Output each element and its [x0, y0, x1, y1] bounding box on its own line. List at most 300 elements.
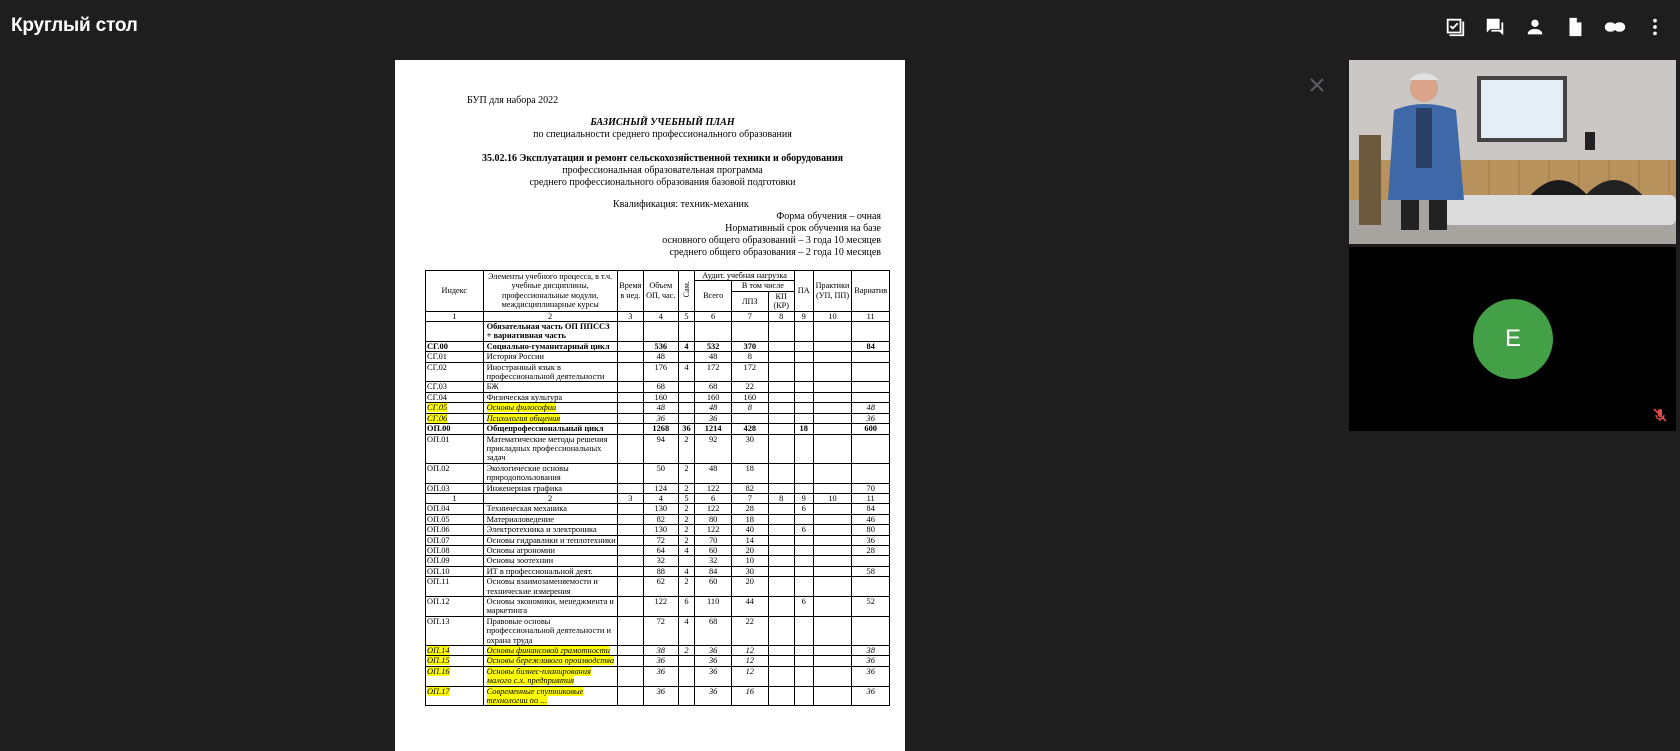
row-index [426, 616, 484, 645]
row-total: 32 [695, 556, 732, 566]
row-pa [794, 463, 813, 483]
row-total: 122 [695, 483, 732, 493]
row-kp [768, 403, 794, 413]
meeting-title: Круглый стол [11, 15, 138, 36]
row-self: 2 [678, 434, 695, 463]
row-var [852, 434, 890, 463]
table-row [426, 535, 890, 545]
row-kp [768, 352, 794, 362]
column-number-cell: 7 [731, 493, 768, 503]
row-var: 48 [852, 403, 890, 413]
row-volume: 36 [644, 666, 679, 686]
row-var: 600 [852, 424, 890, 434]
row-name-text: История России [486, 352, 544, 362]
row-lpz: 22 [731, 382, 768, 392]
row-weeks [617, 616, 643, 645]
row-volume: 536 [644, 341, 679, 351]
row-self: 6 [678, 597, 695, 617]
row-index [426, 525, 484, 535]
curriculum-table [425, 270, 890, 706]
table-row [426, 666, 890, 686]
col-self: Сам. [678, 271, 695, 312]
row-name-text: Современные спутниковые технологии по ... [486, 686, 584, 706]
row-name [483, 656, 617, 666]
column-number-cell: 4 [644, 311, 679, 321]
row-self: 36 [678, 424, 695, 434]
column-number-cell: 2 [483, 493, 617, 503]
row-weeks [617, 403, 643, 413]
column-number-cell: 11 [852, 311, 890, 321]
row-pa [794, 341, 813, 351]
row-index [426, 686, 484, 706]
row-self [678, 352, 695, 362]
row-index [426, 382, 484, 392]
row-weeks [617, 566, 643, 576]
row-index-text: СГ.00 [427, 341, 448, 351]
row-index-text: ОП.07 [427, 535, 450, 545]
row-var [852, 382, 890, 392]
row-name [483, 413, 617, 423]
row-volume: 160 [644, 392, 679, 402]
row-index-text: СГ.02 [427, 362, 447, 372]
row-weeks [617, 413, 643, 423]
row-index [426, 597, 484, 617]
row-name [483, 616, 617, 645]
row-lpz: 40 [731, 525, 768, 535]
row-weeks [617, 322, 643, 342]
row-index-text: ОП.11 [427, 577, 450, 587]
row-volume: 176 [644, 362, 679, 382]
col-elements: Элементы учебного процесса, в т.ч. учебные дисциплины, профессиональные модули, междисциплинарные курсы [483, 271, 617, 312]
row-volume: 62 [644, 577, 679, 597]
row-total: 36 [695, 686, 732, 706]
row-practice [813, 525, 852, 535]
row-var: 38 [852, 646, 890, 656]
row-volume: 32 [644, 556, 679, 566]
row-total: 532 [695, 341, 732, 351]
table-row [426, 382, 890, 392]
row-total: 60 [695, 545, 732, 555]
row-var [852, 463, 890, 483]
table-row [426, 403, 890, 413]
table-row [426, 566, 890, 576]
row-var: 36 [852, 413, 890, 423]
row-lpz: 370 [731, 341, 768, 351]
row-name [483, 525, 617, 535]
row-pa [794, 566, 813, 576]
checklist-icon[interactable] [1444, 16, 1466, 38]
row-practice [813, 483, 852, 493]
row-lpz: 14 [731, 535, 768, 545]
row-total: 68 [695, 382, 732, 392]
row-volume: 64 [644, 545, 679, 555]
row-name-text: Математические методы решения прикладных профессиональных задач [486, 434, 608, 463]
doc-specialty: 35.02.16 Эксплуатация и ремонт сельскохозяйственной техники и оборудования [481, 153, 844, 164]
row-index-text: ОП.05 [427, 514, 450, 524]
row-name-text: Основы экономики, менеджмента и маркетинга [486, 597, 614, 616]
row-lpz: 30 [731, 434, 768, 463]
chat-icon[interactable] [1484, 16, 1506, 38]
row-total: 48 [695, 352, 732, 362]
more-vert-icon[interactable] [1644, 16, 1666, 38]
row-pa [794, 413, 813, 423]
column-number-cell: 10 [813, 493, 852, 503]
row-index [426, 577, 484, 597]
row-pa [794, 535, 813, 545]
column-number-cell: 5 [678, 493, 695, 503]
row-name [483, 646, 617, 656]
col-aud: Аудит. учебная нагрузка [695, 271, 794, 281]
row-pa [794, 646, 813, 656]
row-self: 4 [678, 545, 695, 555]
row-index [426, 392, 484, 402]
row-index [426, 656, 484, 666]
row-self: 4 [678, 341, 695, 351]
row-practice [813, 646, 852, 656]
row-index [426, 352, 484, 362]
row-var: 46 [852, 514, 890, 524]
row-practice [813, 656, 852, 666]
participant-avatar: E [1473, 299, 1553, 379]
row-lpz: 28 [731, 504, 768, 514]
row-index-text: ОП.06 [427, 525, 450, 535]
row-weeks [617, 392, 643, 402]
row-total: 68 [695, 616, 732, 645]
row-total: 70 [695, 535, 732, 545]
column-number-cell: 2 [483, 311, 617, 321]
people-icon[interactable] [1524, 16, 1546, 38]
row-kp [768, 434, 794, 463]
row-name-text: Обязательная часть ОП ППССЗ + вариативная часть [486, 322, 610, 341]
row-index-text: СГ.01 [427, 352, 447, 362]
row-kp [768, 463, 794, 483]
row-index-text: ОП.15 [427, 656, 450, 666]
row-self [678, 666, 695, 686]
row-index-text: СГ.06 [427, 413, 448, 423]
row-self: 2 [678, 646, 695, 656]
row-lpz: 18 [731, 463, 768, 483]
column-number-cell: 1 [426, 311, 484, 321]
row-name [483, 341, 617, 351]
row-pa: 18 [794, 424, 813, 434]
row-volume: 36 [644, 686, 679, 706]
row-practice [813, 504, 852, 514]
row-index-text: ОП.16 [427, 666, 450, 676]
row-volume: 122 [644, 597, 679, 617]
row-var: 36 [852, 535, 890, 545]
row-name-text: Физическая культура [486, 392, 563, 402]
row-kp [768, 362, 794, 382]
row-weeks [617, 656, 643, 666]
row-index [426, 545, 484, 555]
row-total: 160 [695, 392, 732, 402]
row-total: 172 [695, 362, 732, 382]
row-total: 36 [695, 666, 732, 686]
row-practice [813, 616, 852, 645]
row-volume: 48 [644, 352, 679, 362]
row-name [483, 666, 617, 686]
row-lpz: 160 [731, 392, 768, 402]
row-self: 2 [678, 463, 695, 483]
row-self: 4 [678, 616, 695, 645]
doc-qualification: Квалификация: техник-механик [613, 199, 749, 210]
link-icon[interactable] [1604, 16, 1626, 38]
row-name [483, 403, 617, 413]
row-var [852, 616, 890, 645]
row-lpz: 12 [731, 666, 768, 686]
video-tile-speaker[interactable] [1349, 60, 1676, 244]
row-volume: 38 [644, 646, 679, 656]
row-volume: 48 [644, 403, 679, 413]
row-volume: 1268 [644, 424, 679, 434]
row-total: 36 [695, 656, 732, 666]
column-number-cell: 7 [731, 311, 768, 321]
row-weeks [617, 382, 643, 392]
row-var [852, 556, 890, 566]
row-practice [813, 392, 852, 402]
row-weeks [617, 362, 643, 382]
col-index: Индекс [426, 271, 484, 312]
row-pa [794, 514, 813, 524]
row-practice [813, 666, 852, 686]
row-weeks [617, 577, 643, 597]
table-row [426, 362, 890, 382]
row-weeks [617, 424, 643, 434]
row-var: 80 [852, 525, 890, 535]
row-volume: 82 [644, 514, 679, 524]
table-row [426, 352, 890, 362]
row-practice [813, 362, 852, 382]
col-volume: Объем ОП, час. [644, 271, 679, 312]
row-name-text: ИТ в профессиональной деят. [486, 566, 593, 576]
row-name [483, 322, 617, 342]
row-name-text: Общепрофессиональный цикл [486, 424, 604, 434]
column-number-cell: 10 [813, 311, 852, 321]
row-self: 4 [678, 362, 695, 382]
row-volume: 88 [644, 566, 679, 576]
row-index [426, 424, 484, 434]
row-weeks [617, 597, 643, 617]
row-pa [794, 382, 813, 392]
row-lpz: 44 [731, 597, 768, 617]
row-name-text: Основы зоотехнии [486, 556, 554, 566]
row-index-text: ОП.04 [427, 504, 450, 514]
row-pa [794, 352, 813, 362]
row-self: 2 [678, 577, 695, 597]
row-name [483, 504, 617, 514]
row-name-text: Основы философии [486, 403, 557, 413]
col-weeks: Время в нед. [617, 271, 643, 312]
row-name-text: Иностранный язык в профессиональной деятельности [486, 362, 605, 382]
row-volume: 68 [644, 382, 679, 392]
row-practice [813, 403, 852, 413]
table-row [426, 646, 890, 656]
col-total: Всего [695, 281, 732, 311]
row-self [678, 322, 695, 342]
row-practice [813, 597, 852, 617]
row-index [426, 362, 484, 382]
row-weeks [617, 535, 643, 545]
row-name-text: Основы бережливого производства [486, 656, 615, 666]
row-pa: 6 [794, 597, 813, 617]
row-lpz: 428 [731, 424, 768, 434]
row-name-text: Инженерная графика [486, 483, 562, 493]
doc-subtitle: по специальности среднего профессионального образования [533, 129, 792, 140]
row-var: 58 [852, 566, 890, 576]
row-name-text: Социально-гуманитарный цикл [486, 341, 610, 351]
row-volume: 130 [644, 504, 679, 514]
video-tile-participant[interactable] [1349, 247, 1676, 431]
row-kp [768, 566, 794, 576]
row-volume: 124 [644, 483, 679, 493]
row-index [426, 434, 484, 463]
doc-term-1: Нормативный срок обучения на базе [725, 223, 881, 234]
row-volume: 50 [644, 463, 679, 483]
table-row [426, 341, 890, 351]
row-practice [813, 322, 852, 342]
col-var: Вариатив [852, 271, 890, 312]
row-pa [794, 483, 813, 493]
speaker-video-frame [1349, 60, 1676, 244]
row-lpz: 30 [731, 566, 768, 576]
row-weeks [617, 556, 643, 566]
row-lpz: 16 [731, 686, 768, 706]
row-pa [794, 545, 813, 555]
row-weeks [617, 463, 643, 483]
row-pa [794, 392, 813, 402]
row-total: 48 [695, 463, 732, 483]
row-index [426, 535, 484, 545]
row-lpz: 82 [731, 483, 768, 493]
row-lpz: 12 [731, 656, 768, 666]
row-lpz: 12 [731, 646, 768, 656]
row-var: 36 [852, 686, 890, 706]
doc-term-3: среднего общего образования – 2 года 10 месяцев [669, 247, 881, 258]
row-name [483, 514, 617, 524]
row-var [852, 322, 890, 342]
row-index [426, 403, 484, 413]
row-name [483, 483, 617, 493]
table-row [426, 514, 890, 524]
row-name [483, 577, 617, 597]
row-name [483, 424, 617, 434]
row-lpz: 8 [731, 352, 768, 362]
col-kp: КП (КР) [768, 291, 794, 311]
row-kp [768, 597, 794, 617]
row-weeks [617, 525, 643, 535]
row-name-text: Материаловедение [486, 514, 554, 524]
row-name-text: Техническая механика [486, 504, 567, 514]
row-var [852, 362, 890, 382]
row-kp [768, 424, 794, 434]
column-number-cell: 8 [768, 311, 794, 321]
row-var: 28 [852, 545, 890, 555]
table-row [426, 616, 890, 645]
column-number-cell: 5 [678, 311, 695, 321]
table-row [426, 556, 890, 566]
col-incl: В том числе [731, 281, 794, 291]
row-volume: 36 [644, 413, 679, 423]
row-practice [813, 352, 852, 362]
row-index [426, 413, 484, 423]
row-weeks [617, 352, 643, 362]
column-number-cell: 6 [695, 493, 732, 503]
row-pa [794, 686, 813, 706]
row-practice [813, 556, 852, 566]
close-icon[interactable] [1306, 74, 1328, 96]
row-index [426, 566, 484, 576]
column-number-cell: 8 [768, 493, 794, 503]
row-name-text: Основы взаимозаменяемости и технические измерения [486, 577, 598, 596]
row-kp [768, 535, 794, 545]
row-name [483, 597, 617, 617]
row-total: 48 [695, 403, 732, 413]
row-var [852, 577, 890, 597]
row-kp [768, 686, 794, 706]
row-volume: 72 [644, 535, 679, 545]
row-self: 4 [678, 566, 695, 576]
row-index-text: ОП.00 [427, 424, 451, 434]
table-row [426, 322, 890, 342]
row-self [678, 413, 695, 423]
row-self [678, 556, 695, 566]
row-self: 2 [678, 535, 695, 545]
row-pa [794, 577, 813, 597]
row-kp [768, 514, 794, 524]
row-name [483, 392, 617, 402]
row-index [426, 504, 484, 514]
row-name-text: Психология общения [486, 413, 561, 423]
row-name [483, 382, 617, 392]
row-lpz: 18 [731, 514, 768, 524]
row-index-text: ОП.01 [427, 434, 450, 444]
doc-term-2: основного общего образований – 3 года 10 месяцев [662, 235, 881, 246]
row-practice [813, 382, 852, 392]
row-name-text: Электротехника и электроника [486, 525, 597, 535]
row-var: 84 [852, 341, 890, 351]
row-index-text: ОП.09 [427, 556, 450, 566]
table-row [426, 413, 890, 423]
table-row [426, 483, 890, 493]
row-index [426, 463, 484, 483]
row-index-text: ОП.13 [427, 616, 450, 626]
row-name-text: Экологические основы природопользования [486, 463, 569, 483]
document-icon[interactable] [1564, 16, 1586, 38]
row-weeks [617, 341, 643, 351]
row-lpz: 20 [731, 577, 768, 597]
row-volume: 94 [644, 434, 679, 463]
table-row [426, 597, 890, 617]
table-row [426, 434, 890, 463]
row-kp [768, 413, 794, 423]
row-total: 122 [695, 504, 732, 514]
row-name-text: Правовые основы профессиональной деятельности и охрана труда [486, 616, 611, 645]
row-kp [768, 504, 794, 514]
row-var [852, 392, 890, 402]
row-total: 110 [695, 597, 732, 617]
row-lpz: 20 [731, 545, 768, 555]
row-lpz: 10 [731, 556, 768, 566]
row-index-text: СГ.05 [427, 403, 448, 413]
row-index [426, 646, 484, 656]
row-lpz: 8 [731, 403, 768, 413]
row-practice [813, 413, 852, 423]
table-row [426, 686, 890, 706]
row-practice [813, 686, 852, 706]
row-lpz [731, 413, 768, 423]
row-index-text: СГ.04 [427, 392, 447, 402]
row-volume: 36 [644, 656, 679, 666]
